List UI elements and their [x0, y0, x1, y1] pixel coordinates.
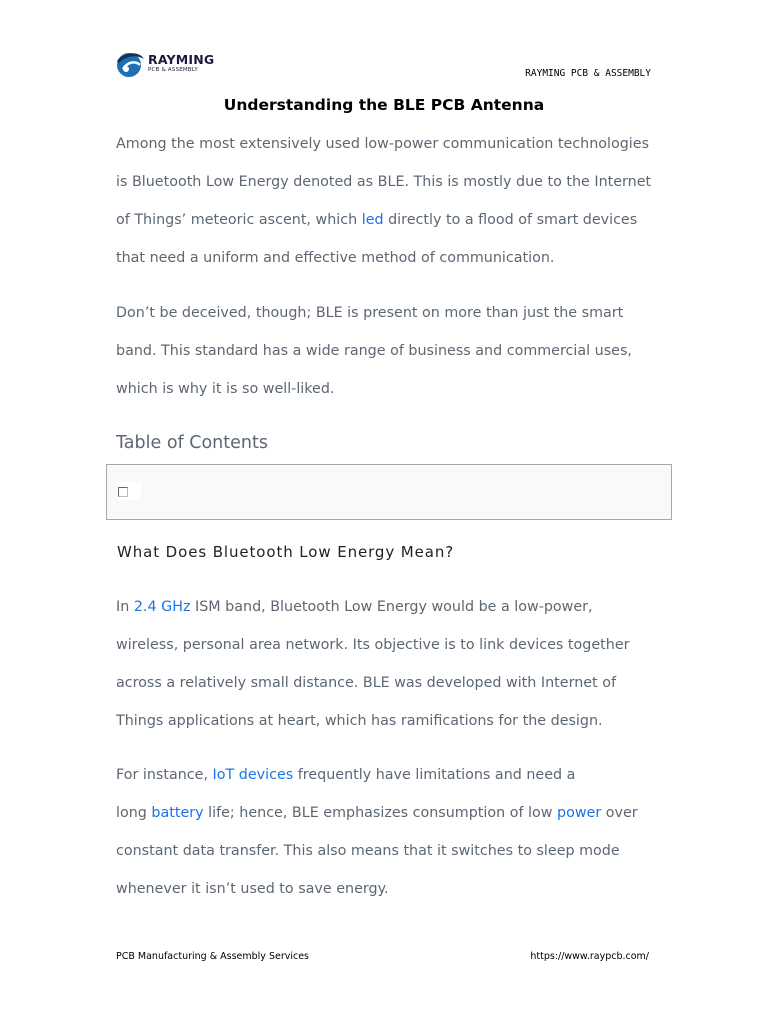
text-segment: frequently have limitations and need a	[293, 767, 576, 783]
battery-link[interactable]: battery	[151, 805, 204, 821]
text-line: Things applications at heart, which has ramifications for the design.	[116, 713, 603, 729]
rayming-logo	[114, 49, 214, 81]
header-company-name: RAYMING PCB & ASSEMBLY	[525, 68, 651, 79]
rayming-logo-icon	[114, 49, 146, 79]
text-line: which is why it is so well-liked.	[116, 381, 335, 397]
ghz-link[interactable]: 2.4 GHz	[133, 599, 191, 615]
text-line: that need a uniform and effective method of communication.	[116, 250, 555, 266]
iot-devices-link[interactable]: IoT devices	[212, 767, 294, 783]
section-paragraph-2	[116, 768, 666, 920]
text-line: is Bluetooth Low Energy denoted as BLE. This is mostly due to the Internet	[116, 174, 652, 190]
section-heading: What Does Bluetooth Low Energy Mean?	[117, 543, 455, 561]
text-line	[116, 806, 666, 844]
footer-services: PCB Manufacturing & Assembly Services	[116, 951, 310, 962]
intro-paragraph-1	[116, 137, 666, 289]
text-segment: For instance,	[116, 767, 213, 783]
text-line: band. This standard has a wide range of business and commercial uses,	[116, 343, 632, 359]
text-segment: over	[601, 805, 638, 821]
logo-tagline: PCB & ASSEMBLY	[148, 67, 198, 73]
text-line: whenever it isn’t used to save energy.	[116, 881, 389, 897]
text-line: wireless, personal area network. Its objective is to link devices together	[116, 637, 630, 653]
section-paragraph-1	[116, 600, 666, 752]
text-line: Don’t be deceived, though; BLE is present on more than just the smart	[116, 305, 624, 321]
text-line	[116, 768, 666, 806]
footer-url[interactable]: https://www.raypcb.com/	[530, 951, 649, 962]
text-segment: of Things’ meteoric ascent, which	[116, 212, 362, 228]
page-title: Understanding the BLE PCB Antenna	[223, 96, 545, 114]
text-segment: life; hence, BLE emphasizes consumption of low	[203, 805, 558, 821]
text-segment: directly to a flood of smart devices	[383, 212, 638, 228]
toc-box	[106, 464, 672, 520]
toc-toggle[interactable]	[117, 482, 141, 500]
text-line: Among the most extensively used low-power communication technologies	[116, 136, 650, 152]
toc-heading: Table of Contents	[116, 433, 268, 453]
intro-paragraph-2	[116, 306, 666, 420]
toc-toggle-checkbox-icon[interactable]	[118, 487, 128, 497]
text-line: across a relatively small distance. BLE was developed with Internet of	[116, 675, 616, 691]
logo-wordmark: RAYMING	[148, 52, 215, 67]
text-segment: ISM band, Bluetooth Low Energy would be a low-power,	[190, 599, 593, 615]
text-segment: In	[116, 599, 134, 615]
power-link[interactable]: power	[557, 805, 602, 821]
text-line	[116, 213, 666, 251]
led-link[interactable]: led	[361, 212, 384, 228]
text-segment: long	[116, 805, 152, 821]
text-line	[116, 600, 666, 638]
text-line: constant data transfer. This also means that it switches to sleep mode	[116, 843, 620, 859]
